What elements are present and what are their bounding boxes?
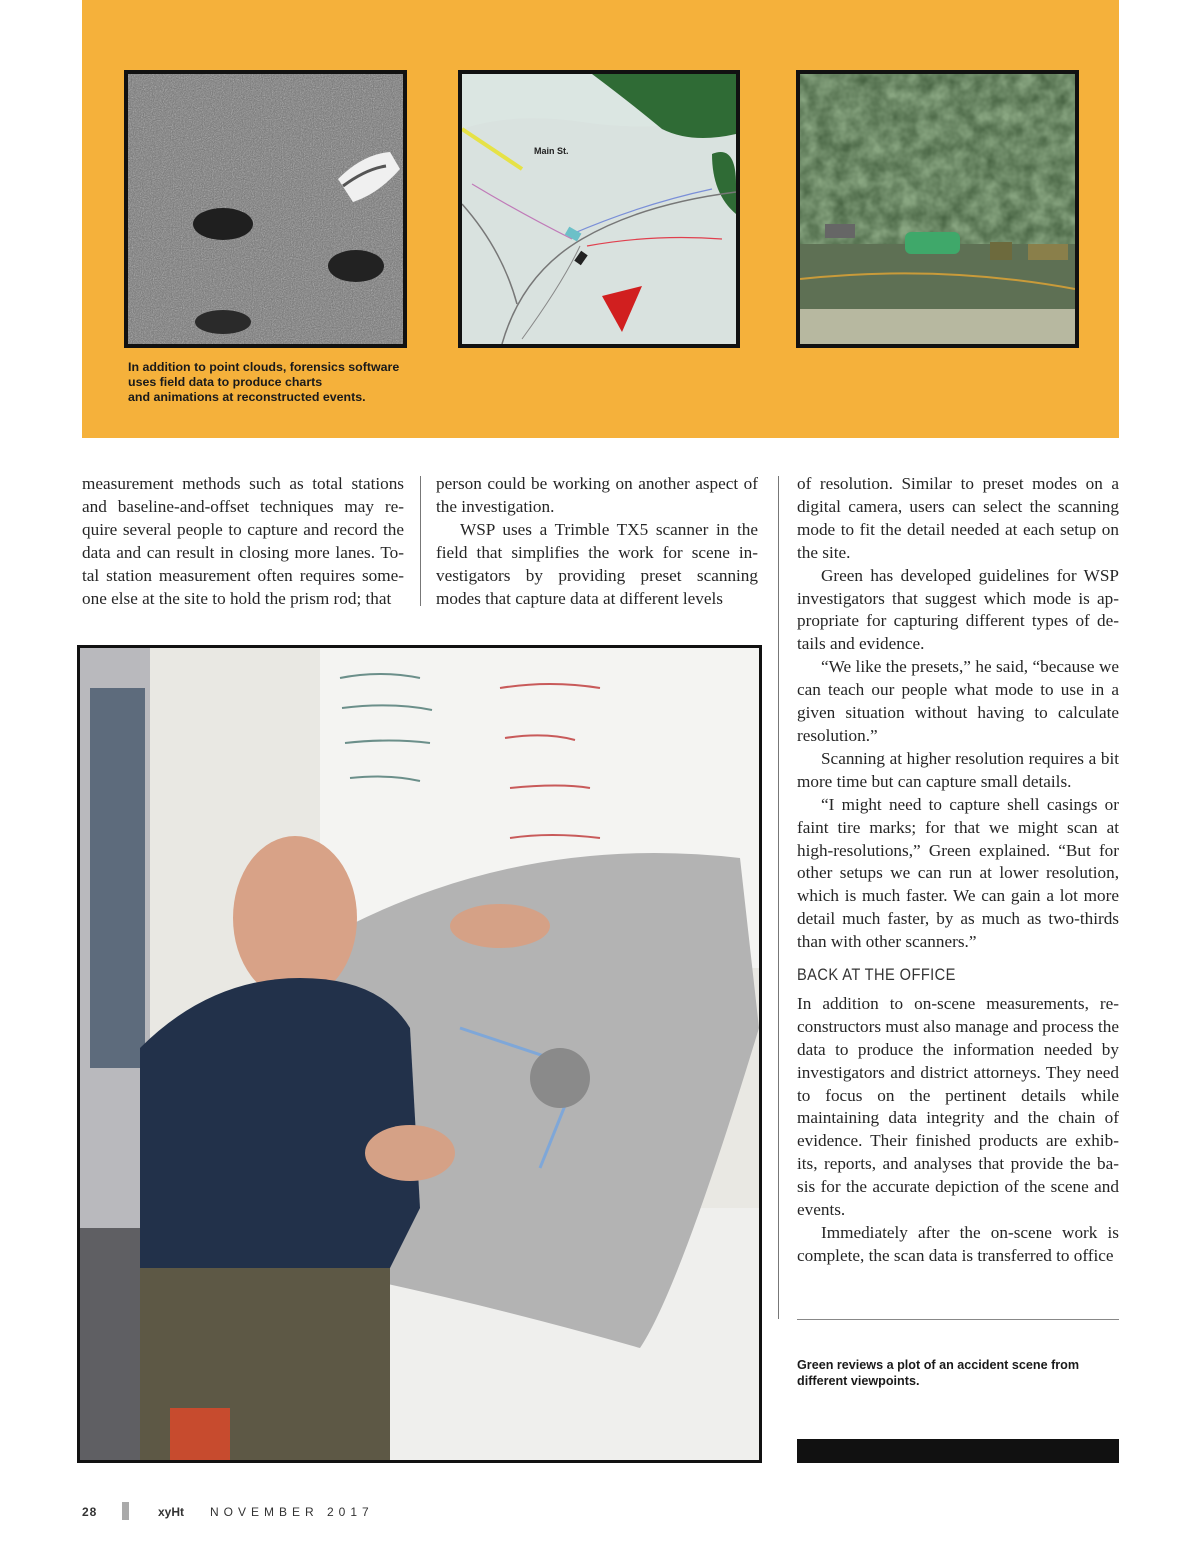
page-number: 28 bbox=[82, 1505, 98, 1519]
paragraph: measurement methods such as total stations and baseline-and-offset techniques may re-quire several people to capture and record the data and can result in closing more lanes. To-tal station measurement often requires some-one else at the site to hold the prism rod; that bbox=[82, 474, 404, 608]
paragraph: In addition to on-scene measurements, re-constructors must also manage and process the data to produce the information needed by investigators and district attorneys. They need to focus on the pertinent details while maintaining data integrity and the chain of evidence. Their finished products are exhib-its, reports, and analyses that provide the ba-sis for the accurate depiction of the scene and events. bbox=[797, 993, 1119, 1220]
paragraph: of resolution. Similar to preset modes on a digital camera, users can select the scanning mode to fit the detail needed at each setup on the site. bbox=[797, 474, 1119, 562]
caption-line: Green reviews a plot of an accident scene from bbox=[797, 1358, 1080, 1372]
animation-image bbox=[796, 70, 1079, 348]
publication-name: xyHt bbox=[158, 1505, 185, 1519]
scene-diagram-image bbox=[458, 70, 740, 348]
column-divider bbox=[778, 476, 779, 1319]
issue-date: NOVEMBER 2017 bbox=[210, 1505, 374, 1519]
paragraph: person could be working on another aspect of the investigation. bbox=[436, 474, 758, 516]
map-street-label: Main St. bbox=[534, 146, 569, 156]
text-column-3 bbox=[797, 473, 1119, 1268]
point-cloud-image bbox=[124, 70, 407, 348]
text-column-1 bbox=[82, 473, 404, 610]
photo-caption bbox=[797, 1357, 1119, 1389]
caption-line: and animations at reconstructed events. bbox=[128, 390, 366, 404]
top-figure-caption bbox=[128, 360, 448, 405]
decorative-bar bbox=[797, 1439, 1119, 1463]
paragraph: WSP uses a Trimble TX5 scanner in the field that simplifies the work for scene in-vestigators by providing preset scanning modes that capture data at different levels bbox=[436, 519, 758, 608]
text-column-2 bbox=[436, 473, 758, 610]
paragraph: Immediately after the on-scene work is complete, the scan data is transferred to office bbox=[797, 1223, 1119, 1265]
paragraph: Scanning at higher resolution requires a bit more time but can capture small details. bbox=[797, 748, 1119, 791]
caption-divider bbox=[797, 1319, 1119, 1320]
column-divider bbox=[420, 476, 421, 606]
paragraph: “I might need to capture shell casings or faint tire marks; for that we might scan at high-resolutions,” Green explained. “But for other setups we can run at lower resolution, which is much faster. We can gain a lot more detail much faster, by as much as two-thirds than with other scanners.” bbox=[797, 794, 1119, 952]
caption-line: uses field data to produce charts bbox=[128, 375, 323, 389]
caption-line: In addition to point clouds, forensics software bbox=[128, 360, 400, 374]
section-heading: BACK AT THE OFFICE bbox=[797, 965, 956, 985]
caption-line: different viewpoints. bbox=[797, 1374, 920, 1388]
paragraph: “We like the presets,” he said, “because we can teach our people what mode to use in a given situation without having to calculate resolution.” bbox=[797, 657, 1119, 745]
footer-marker bbox=[122, 1502, 129, 1520]
office-photo bbox=[77, 645, 762, 1463]
paragraph: Green has developed guidelines for WSP investigators that suggest which mode is ap-propriate for capturing different types of de-tails and evidence. bbox=[797, 565, 1119, 654]
